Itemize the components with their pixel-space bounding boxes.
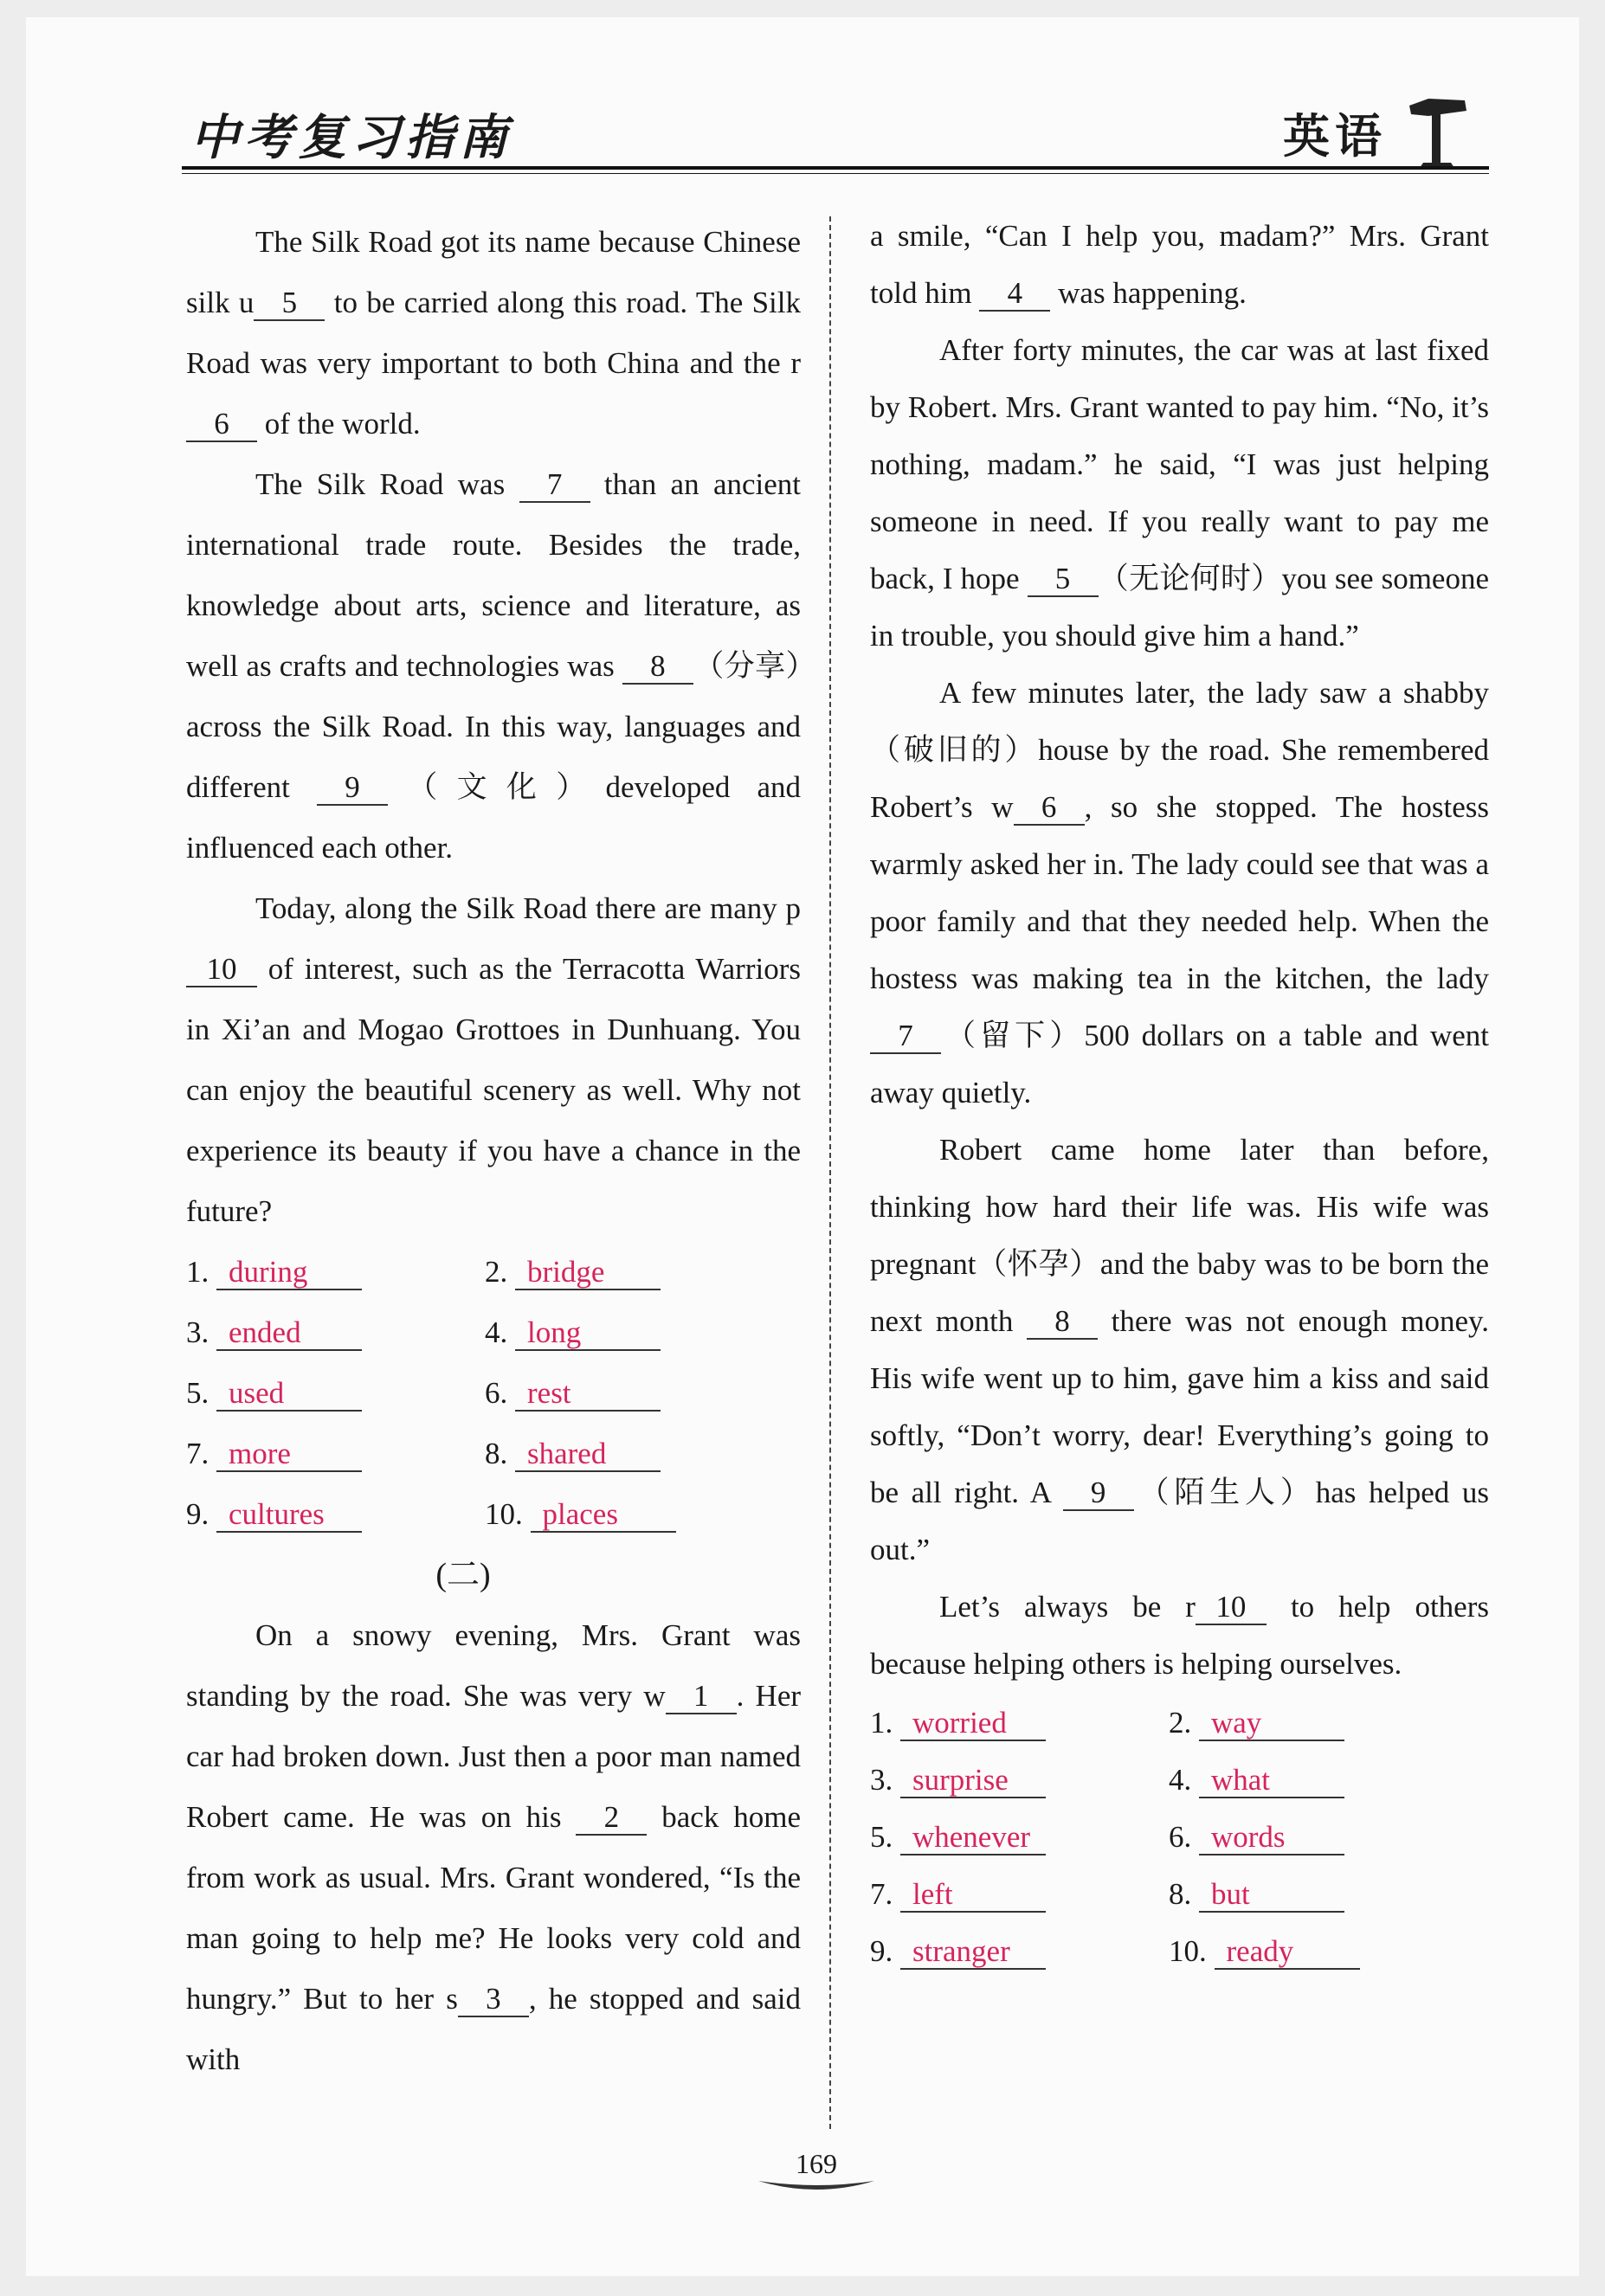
answer-item: 8. shared	[485, 1424, 801, 1484]
answer-value: surprise	[900, 1765, 1046, 1798]
answer-value: ready	[1215, 1936, 1360, 1970]
answer-value: way	[1199, 1708, 1344, 1741]
answer-item: 7. more	[186, 1424, 485, 1484]
left-column	[186, 212, 801, 2090]
answer-value: long	[515, 1317, 661, 1351]
paragraph: Robert came home later than before, thinking how hard their life was. His wife was pregnant（怀孕）and the baby was to be born the next month 8 there was not enough money. His wife went up to him, gave him a kiss and said softly, “Don’t worry, dear! Everything’s going to be all right. A 9 （陌生人）has helped us out.”	[870, 1133, 1489, 1566]
paragraph: On a snowy evening, Mrs. Grant was standing by the road. She was very w 1 . Her car had broken down. Just then a poor man named Robert came. He was on his 2 back home from work as usual. Mrs. Grant wondered, “Is the man going to help me? He looks very cold and hungry.” But to her s 3 , he stopped and said with	[186, 1618, 802, 2076]
paragraph-continued: a smile, “Can I help you, madam?” Mrs. Grant told him 4 was happening.	[870, 219, 1489, 310]
answer-item: 9. cultures	[186, 1484, 485, 1545]
signpost-icon	[1402, 87, 1472, 173]
answer-item: 5. used	[186, 1363, 485, 1424]
right-column	[870, 208, 1489, 1980]
answer-list	[870, 1695, 1489, 1980]
blank-7: 7	[870, 1020, 941, 1054]
answer-item: 4. what	[1169, 1752, 1485, 1809]
blank-5: 5	[1028, 563, 1099, 597]
answer-value: shared	[515, 1438, 661, 1472]
blank-6: 6	[186, 408, 257, 442]
paragraph: A few minutes later, the lady saw a shabby（破旧的）house by the road. She remembered Robert’s w 6 , so she stopped. The hostess warmly asked her in. The lady could see that was a poor family and that they needed help. When the hostess was making tea in the kitchen, the lady 7 （留下）500 dollars on a table and went away quietly.	[870, 676, 1489, 1109]
blank-10: 10	[186, 954, 257, 987]
answer-value: during	[216, 1257, 362, 1290]
answer-item: 10. ready	[1169, 1923, 1485, 1980]
answer-value: but	[1199, 1879, 1344, 1913]
blank-8: 8	[1027, 1306, 1098, 1340]
answer-value: used	[216, 1378, 362, 1412]
answer-item: 6. words	[1169, 1809, 1485, 1866]
section-title: (二)	[435, 1557, 491, 1593]
blank-2: 2	[576, 1802, 647, 1836]
answer-item: 8. but	[1169, 1866, 1485, 1923]
paragraph: The Silk Road was 7 than an ancient international trade route. Besides the trade, knowledge about arts, science and literature, as well as crafts and technologies was 8 （分享）across the Silk Road. In this way, languages and different 9 （文化）developed and influenced each other.	[186, 467, 801, 865]
blank-7: 7	[519, 469, 590, 503]
answer-value: rest	[515, 1378, 661, 1412]
blank-1: 1	[666, 1681, 737, 1714]
answer-value: bridge	[515, 1257, 661, 1290]
answer-item: 2. way	[1169, 1695, 1485, 1752]
answer-value: what	[1199, 1765, 1344, 1798]
answer-item: 5. whenever	[870, 1809, 1169, 1866]
header-rule	[182, 166, 1489, 170]
paragraph: After forty minutes, the car was at last fixed by Robert. Mrs. Grant wanted to pay him. “No, it’s nothing, madam.” he said, “I was just helping someone in need. If you really want to pay me back, I hope 5 （无论何时）you see someone in trouble, you should give him a hand.”	[870, 333, 1489, 653]
answer-value: worried	[900, 1708, 1046, 1741]
answer-item: 7. left	[870, 1866, 1169, 1923]
page-number: 169	[796, 2148, 837, 2179]
answer-item: 3. surprise	[870, 1752, 1169, 1809]
paragraph: Let’s always be r 10 to help others because helping others is helping ourselves.	[870, 1590, 1489, 1681]
ornament-icon	[751, 2177, 881, 2195]
answer-value: cultures	[216, 1499, 362, 1533]
blank-6: 6	[1014, 792, 1085, 826]
paragraph: The Silk Road got its name because Chinese silk u 5 to be carried along this road. The Silk Road was very important to both China and the r6 of the world.	[186, 225, 801, 441]
answer-item: 1. during	[186, 1242, 485, 1302]
answer-value: more	[216, 1438, 362, 1472]
blank-8: 8	[622, 651, 693, 685]
answer-item: 1. worried	[870, 1695, 1169, 1752]
page-footer	[751, 2146, 881, 2198]
answer-value: left	[900, 1879, 1046, 1913]
answer-item: 9. stranger	[870, 1923, 1169, 1980]
blank-3: 3	[458, 1984, 529, 2017]
answer-item: 3. ended	[186, 1302, 485, 1363]
answer-list	[186, 1242, 801, 1545]
book-title: 中考复习指南	[190, 110, 512, 166]
answer-item: 6. rest	[485, 1363, 801, 1424]
blank-9: 9	[317, 772, 388, 806]
blank-10: 10	[1196, 1592, 1267, 1625]
answer-value: ended	[216, 1317, 362, 1351]
column-divider	[829, 216, 831, 2129]
answer-value: words	[1199, 1822, 1344, 1855]
answer-item: 4. long	[485, 1302, 801, 1363]
answer-value: places	[531, 1499, 676, 1533]
subject-title: 英语	[1283, 109, 1387, 164]
blank-9: 9	[1063, 1477, 1134, 1511]
answer-item: 2. bridge	[485, 1242, 801, 1302]
blank-5: 5	[254, 287, 325, 321]
answer-item: 10. places	[485, 1484, 801, 1545]
blank-4: 4	[979, 278, 1050, 312]
page	[26, 17, 1579, 2276]
answer-value: stranger	[900, 1936, 1046, 1970]
header-rule-thin	[182, 173, 1489, 174]
answer-value: whenever	[900, 1822, 1046, 1855]
paragraph: Today, along the Silk Road there are many p10 of interest, such as the Terracotta Warriors in Xi’an and Mogao Grottoes in Dunhuang. You can enjoy the beautiful scenery as well. Why not experience its beauty if you have a chance in the future?	[186, 891, 801, 1228]
